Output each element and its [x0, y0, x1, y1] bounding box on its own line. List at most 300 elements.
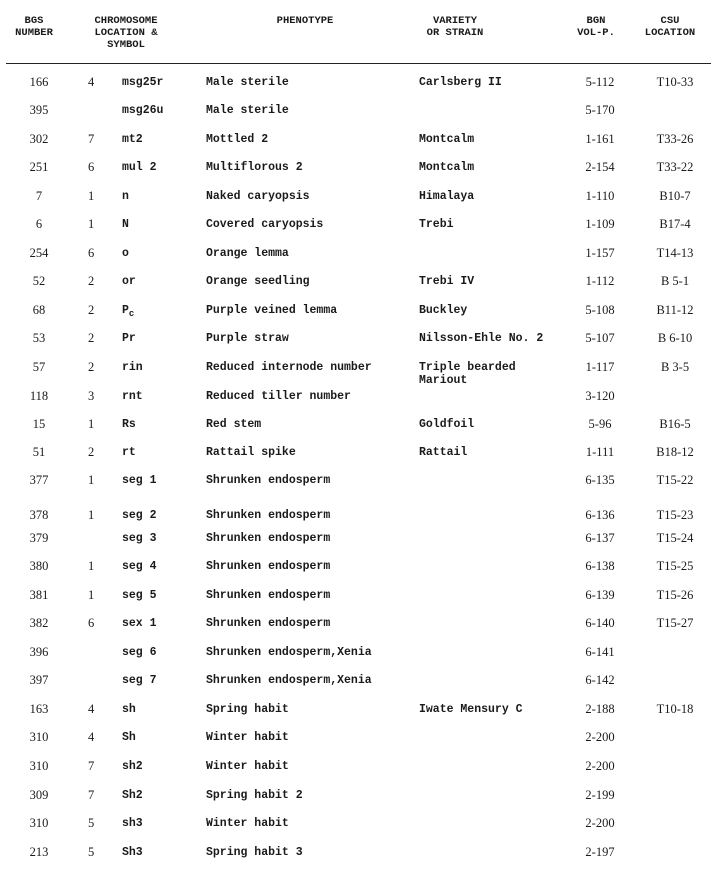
csu-location-text: B 5-1 [660, 274, 690, 288]
bgn-vol-page-text: 6-138 [585, 559, 615, 573]
bgn-vol-page-text: 1-157 [585, 246, 615, 260]
gene-symbol-cell [122, 104, 192, 117]
chromosome-location-text: 2 [88, 331, 95, 345]
variety-or-strain-text: Rattail [419, 446, 468, 459]
bgn-vol-page-text: 3-120 [585, 389, 615, 403]
variety-or-strain-cell [419, 275, 589, 288]
csu-location-text: B 3-5 [660, 360, 690, 374]
bgn-vol-page-text: 6-136 [585, 508, 615, 522]
gene-symbol-cell [122, 418, 192, 431]
bgn-vol-page-text: 5-107 [585, 331, 615, 345]
chromosome-location-cell [88, 760, 102, 773]
table-row [0, 247, 717, 275]
phenotype-cell [206, 703, 406, 716]
bgn-vol-page-text: 5-112 [585, 75, 615, 89]
bgs-number-text: 302 [29, 132, 49, 146]
variety-or-strain-cell [419, 133, 589, 146]
bgs-number-text: 254 [29, 246, 49, 260]
phenotype-text: Multiflorous 2 [206, 161, 303, 174]
gene-symbol-text: seg 4 [122, 560, 157, 573]
phenotype-cell [206, 332, 406, 345]
csu-location-cell [640, 361, 710, 374]
bgs-number-cell [14, 418, 64, 431]
bgs-number-cell [14, 390, 64, 403]
bgs-number-text: 7 [35, 189, 43, 203]
table-row [0, 361, 717, 389]
bgn-vol-page-text: 6-141 [585, 645, 615, 659]
variety-or-strain-cell [419, 446, 589, 459]
bgs-number-text: 310 [29, 759, 49, 773]
variety-or-strain-cell [419, 161, 589, 174]
phenotype-cell [206, 817, 406, 830]
bgn-vol-page-cell [570, 789, 630, 802]
bgn-vol-page-text: 5-170 [585, 103, 615, 117]
chromosome-location-text: 1 [88, 417, 95, 431]
phenotype-cell [206, 617, 406, 630]
gene-symbol-cell [122, 76, 192, 89]
chromosome-location-cell [88, 76, 102, 89]
bgs-number-cell [14, 332, 64, 345]
csu-location-cell [640, 474, 710, 487]
chromosome-location-text: 1 [88, 189, 95, 203]
gene-symbol-cell [122, 789, 192, 802]
chromosome-location-cell [88, 446, 102, 459]
chromosome-location-text: 4 [88, 75, 95, 89]
bgn-vol-page-text: 1-109 [585, 217, 615, 231]
phenotype-text: Shrunken endosperm [206, 589, 331, 602]
bgs-number-text: 57 [32, 360, 46, 374]
bgs-number-text: 163 [29, 702, 49, 716]
table-row [0, 474, 717, 502]
bgs-number-text: 397 [29, 673, 49, 687]
phenotype-text: Shrunken endosperm [206, 560, 331, 573]
variety-or-strain-text: Nilsson-Ehle No. 2 [419, 332, 544, 345]
phenotype-text: Shrunken endosperm [206, 532, 331, 545]
table-row [0, 190, 717, 218]
csu-location-cell [640, 560, 710, 573]
bgn-vol-page-text: 1-110 [585, 189, 615, 203]
table-row [0, 617, 717, 645]
variety-or-strain-text: Trebi IV [419, 275, 475, 288]
csu-location-text: T15-24 [656, 531, 694, 545]
gene-symbol-cell [122, 760, 192, 773]
chromosome-location-text: 2 [88, 360, 95, 374]
table-row [0, 218, 717, 246]
variety-or-strain-cell [419, 218, 589, 231]
table-row [0, 789, 717, 817]
table-row [0, 332, 717, 360]
bgn-vol-page-text: 2-197 [585, 845, 615, 859]
chromosome-location-cell [88, 218, 102, 231]
bgs-number-cell [14, 474, 64, 487]
bgn-vol-page-text: 2-200 [585, 816, 615, 830]
csu-location-cell [640, 332, 710, 345]
bgn-vol-page-cell [570, 218, 630, 231]
gene-symbol-cell [122, 703, 192, 716]
chromosome-location-text: 1 [88, 217, 95, 231]
table-row [0, 846, 717, 874]
bgn-vol-page-cell [570, 247, 630, 260]
gene-symbol-text: Rs [122, 418, 136, 431]
csu-location-cell [640, 532, 710, 545]
bgs-number-text: 53 [32, 331, 46, 345]
phenotype-cell [206, 532, 406, 545]
phenotype-text: Orange seedling [206, 275, 310, 288]
variety-or-strain-cell [419, 190, 589, 203]
bgn-vol-page-text: 6-135 [585, 473, 615, 487]
bgs-number-text: 396 [29, 645, 49, 659]
gene-symbol-text: Sh [122, 731, 136, 744]
phenotype-cell [206, 789, 406, 802]
phenotype-cell [206, 161, 406, 174]
bgs-number-cell [14, 731, 64, 744]
variety-or-strain-text: Goldfoil [419, 418, 475, 431]
gene-symbol-cell [122, 532, 192, 545]
bgs-number-text: 379 [29, 531, 49, 545]
gene-symbol-cell [122, 509, 192, 522]
bgn-vol-page-cell [570, 418, 630, 431]
chromosome-location-text: 7 [88, 788, 95, 802]
phenotype-cell [206, 190, 406, 203]
bgn-vol-page-text: 2-200 [585, 730, 615, 744]
bgs-number-cell [14, 674, 64, 687]
bgs-number-text: 68 [32, 303, 46, 317]
table-row [0, 104, 717, 132]
gene-symbol-text: seg 1 [122, 474, 157, 487]
chromosome-location-text: 5 [88, 845, 95, 859]
chromosome-location-cell [88, 617, 102, 630]
csu-location-text: T33-22 [656, 160, 694, 174]
bgn-vol-page-cell [570, 474, 630, 487]
gene-symbol-cell [122, 390, 192, 403]
bgn-vol-page-cell [570, 133, 630, 146]
phenotype-text: Mottled 2 [206, 133, 269, 146]
chromosome-location-text: 5 [88, 816, 95, 830]
csu-location-cell [640, 275, 710, 288]
phenotype-cell [206, 218, 406, 231]
phenotype-text: Male sterile [206, 76, 289, 89]
gene-symbol-cell [122, 218, 192, 231]
chromosome-location-cell [88, 190, 102, 203]
gene-symbol-cell [122, 446, 192, 459]
header-csu-location: CSU LOCATION [644, 15, 696, 39]
gene-symbol-cell [122, 474, 192, 487]
phenotype-cell [206, 275, 406, 288]
gene-symbol-cell [122, 190, 192, 203]
phenotype-cell [206, 731, 406, 744]
bgn-vol-page-cell [570, 760, 630, 773]
phenotype-cell [206, 560, 406, 573]
csu-location-text: B18-12 [656, 445, 694, 459]
table-row [0, 589, 717, 617]
chromosome-location-cell [88, 418, 102, 431]
bgs-number-text: 380 [29, 559, 49, 573]
csu-location-cell [640, 133, 710, 146]
gene-symbol-cell [122, 731, 192, 744]
header-rule [6, 63, 711, 64]
bgs-number-text: 118 [29, 389, 49, 403]
phenotype-text: Shrunken endosperm [206, 617, 331, 630]
csu-location-text: T15-22 [656, 473, 694, 487]
csu-location-cell [640, 509, 710, 522]
gene-symbol-cell [122, 133, 192, 146]
csu-location-text: B11-12 [656, 303, 694, 317]
gene-symbol-cell [122, 646, 192, 659]
bgs-number-cell [14, 589, 64, 602]
bgs-number-text: 378 [29, 508, 49, 522]
phenotype-text: Winter habit [206, 817, 289, 830]
table-row [0, 560, 717, 588]
bgn-vol-page-cell [570, 275, 630, 288]
phenotype-cell [206, 674, 406, 687]
bgn-vol-page-cell [570, 332, 630, 345]
table-row [0, 731, 717, 759]
bgs-number-text: 382 [29, 616, 49, 630]
bgs-number-cell [14, 275, 64, 288]
bgs-number-text: 251 [29, 160, 49, 174]
gene-symbol-text: mul 2 [122, 161, 157, 174]
csu-location-text: T10-33 [656, 75, 694, 89]
table-row [0, 76, 717, 104]
phenotype-cell [206, 418, 406, 431]
bgn-vol-page-cell [570, 361, 630, 374]
bgs-number-cell [14, 304, 64, 317]
phenotype-text: Purple straw [206, 332, 289, 345]
bgn-vol-page-text: 1-112 [585, 274, 615, 288]
csu-location-cell [640, 304, 710, 317]
bgn-vol-page-text: 1-161 [585, 132, 615, 146]
variety-or-strain-text: Montcalm [419, 161, 475, 174]
chromosome-location-text: 7 [88, 132, 95, 146]
bgn-vol-page-cell [570, 674, 630, 687]
chromosome-location-cell [88, 133, 102, 146]
bgn-vol-page-text: 6-140 [585, 616, 615, 630]
gene-symbol-text: seg 5 [122, 589, 157, 602]
bgn-vol-page-text: 6-137 [585, 531, 615, 545]
phenotype-cell [206, 361, 406, 374]
gene-symbol-text: seg 7 [122, 674, 157, 687]
variety-or-strain-text: Triple bearded Mariout [419, 361, 516, 387]
chromosome-location-cell [88, 332, 102, 345]
gene-symbol-cell [122, 674, 192, 687]
bgs-number-cell [14, 76, 64, 89]
table-row [0, 817, 717, 845]
bgn-vol-page-cell [570, 532, 630, 545]
chromosome-location-text: 6 [88, 160, 95, 174]
chromosome-location-text: 2 [88, 274, 95, 288]
bgn-vol-page-cell [570, 161, 630, 174]
gene-symbol-subscript: c [128, 309, 135, 319]
variety-or-strain-cell [419, 703, 589, 716]
phenotype-text: Covered caryopsis [206, 218, 324, 231]
phenotype-text: Shrunken endosperm,Xenia [206, 674, 372, 687]
csu-location-cell [640, 161, 710, 174]
gene-symbol-text: seg 2 [122, 509, 157, 522]
variety-or-strain-text: Trebi [419, 218, 454, 231]
csu-location-cell [640, 446, 710, 459]
header-bgn-vol-p: BGN VOL-P. [577, 15, 615, 39]
phenotype-text: Red stem [206, 418, 262, 431]
csu-location-cell [640, 218, 710, 231]
bgn-vol-page-text: 2-154 [585, 160, 615, 174]
variety-or-strain-cell [419, 76, 589, 89]
variety-or-strain-cell [419, 304, 589, 317]
table-row [0, 674, 717, 702]
header-chromosome-location-symbol: CHROMOSOME LOCATION & SYMBOL [94, 15, 158, 51]
csu-location-text: T15-23 [656, 508, 694, 522]
gene-symbol-text: n [122, 190, 129, 203]
phenotype-cell [206, 446, 406, 459]
phenotype-text: Spring habit [206, 703, 289, 716]
chromosome-location-cell [88, 817, 102, 830]
phenotype-text: Spring habit 3 [206, 846, 303, 859]
gene-symbol-text: Sh3 [122, 846, 143, 859]
chromosome-location-cell [88, 247, 102, 260]
bgn-vol-page-text: 2-188 [585, 702, 615, 716]
chromosome-location-cell [88, 560, 102, 573]
bgs-number-cell [14, 446, 64, 459]
bgn-vol-page-cell [570, 390, 630, 403]
phenotype-cell [206, 104, 406, 117]
chromosome-location-cell [88, 275, 102, 288]
csu-location-cell [640, 589, 710, 602]
variety-or-strain-text: Carlsberg II [419, 76, 502, 89]
gene-symbol-text: msg26u [122, 104, 164, 117]
phenotype-text: Orange lemma [206, 247, 289, 260]
phenotype-text: Spring habit 2 [206, 789, 303, 802]
gene-symbol-text: seg 3 [122, 532, 157, 545]
bgs-number-text: 395 [29, 103, 49, 117]
bgn-vol-page-cell [570, 817, 630, 830]
bgs-number-cell [14, 646, 64, 659]
gene-symbol-cell [122, 846, 192, 859]
variety-or-strain-text: Buckley [419, 304, 468, 317]
bgs-number-cell [14, 617, 64, 630]
csu-location-text: T10-18 [656, 702, 694, 716]
gene-symbol-text: sex 1 [122, 617, 157, 630]
chromosome-location-cell [88, 846, 102, 859]
bgn-vol-page-text: 6-142 [585, 673, 615, 687]
chromosome-location-cell [88, 304, 102, 317]
variety-or-strain-text: Montcalm [419, 133, 475, 146]
gene-symbol-text: sh [122, 703, 136, 716]
gene-symbol-cell [122, 332, 192, 345]
chromosome-location-text: 7 [88, 759, 95, 773]
gene-symbol-text: seg 6 [122, 646, 157, 659]
phenotype-text: Male sterile [206, 104, 289, 117]
gene-symbol-cell [122, 560, 192, 573]
chromosome-location-text: 6 [88, 246, 95, 260]
bgs-number-cell [14, 817, 64, 830]
bgn-vol-page-text: 6-139 [585, 588, 615, 602]
header-variety-or-strain: VARIETY OR STRAIN [426, 15, 484, 39]
phenotype-cell [206, 760, 406, 773]
gene-symbol-cell [122, 589, 192, 602]
phenotype-text: Reduced tiller number [206, 390, 351, 403]
bgn-vol-page-cell [570, 560, 630, 573]
chromosome-location-text: 2 [88, 303, 95, 317]
bgn-vol-page-cell [570, 446, 630, 459]
bgn-vol-page-cell [570, 646, 630, 659]
bgn-vol-page-cell [570, 76, 630, 89]
table-row [0, 275, 717, 303]
table-row [0, 390, 717, 418]
table-row [0, 760, 717, 788]
table-row [0, 446, 717, 474]
phenotype-cell [206, 846, 406, 859]
bgs-number-cell [14, 532, 64, 545]
phenotype-text: Winter habit [206, 760, 289, 773]
csu-location-text: B16-5 [659, 417, 691, 431]
csu-location-text: T14-13 [656, 246, 694, 260]
bgs-number-text: 310 [29, 730, 49, 744]
chromosome-location-cell [88, 361, 102, 374]
bgs-number-cell [14, 760, 64, 773]
phenotype-text: Shrunken endosperm [206, 509, 331, 522]
bgn-vol-page-text: 5-108 [585, 303, 615, 317]
chromosome-location-text: 4 [88, 730, 95, 744]
gene-symbol-cell [122, 617, 192, 630]
gene-symbol-cell [122, 161, 192, 174]
bgn-vol-page-cell [570, 846, 630, 859]
phenotype-cell [206, 509, 406, 522]
gene-symbol-text: P [122, 304, 129, 317]
csu-location-text: T15-25 [656, 559, 694, 573]
chromosome-location-cell [88, 390, 102, 403]
csu-location-text: B10-7 [659, 189, 691, 203]
bgn-vol-page-text: 1-117 [585, 360, 615, 374]
bgs-number-cell [14, 218, 64, 231]
chromosome-location-cell [88, 789, 102, 802]
chromosome-location-cell [88, 589, 102, 602]
csu-location-cell [640, 76, 710, 89]
gene-symbol-text: N [122, 218, 129, 231]
bgn-vol-page-cell [570, 190, 630, 203]
bgs-number-cell [14, 161, 64, 174]
chromosome-location-text: 6 [88, 616, 95, 630]
phenotype-text: Rattail spike [206, 446, 296, 459]
bgs-number-cell [14, 703, 64, 716]
gene-symbol-text: Pr [122, 332, 136, 345]
gene-symbol-text: mt2 [122, 133, 143, 146]
phenotype-text: Reduced internode number [206, 361, 372, 374]
phenotype-cell [206, 646, 406, 659]
table-row [0, 703, 717, 731]
phenotype-text: Shrunken endosperm,Xenia [206, 646, 372, 659]
phenotype-text: Shrunken endosperm [206, 474, 331, 487]
phenotype-cell [206, 474, 406, 487]
chromosome-location-text: 4 [88, 702, 95, 716]
variety-or-strain-cell [419, 418, 589, 431]
chromosome-location-text: 1 [88, 508, 95, 522]
bgs-number-cell [14, 361, 64, 374]
phenotype-text: Purple veined lemma [206, 304, 338, 317]
table-row [0, 133, 717, 161]
bgs-number-cell [14, 190, 64, 203]
phenotype-cell [206, 304, 406, 317]
variety-or-strain-text: Himalaya [419, 190, 475, 203]
header-phenotype: PHENOTYPE [276, 15, 334, 27]
chromosome-location-text: 1 [88, 473, 95, 487]
bgs-number-text: 15 [32, 417, 46, 431]
chromosome-location-cell [88, 731, 102, 744]
table-row [0, 161, 717, 189]
chromosome-location-text: 2 [88, 445, 95, 459]
csu-location-text: T15-27 [656, 616, 694, 630]
bgs-number-text: 6 [35, 217, 43, 231]
csu-location-cell [640, 703, 710, 716]
bgs-number-text: 309 [29, 788, 49, 802]
